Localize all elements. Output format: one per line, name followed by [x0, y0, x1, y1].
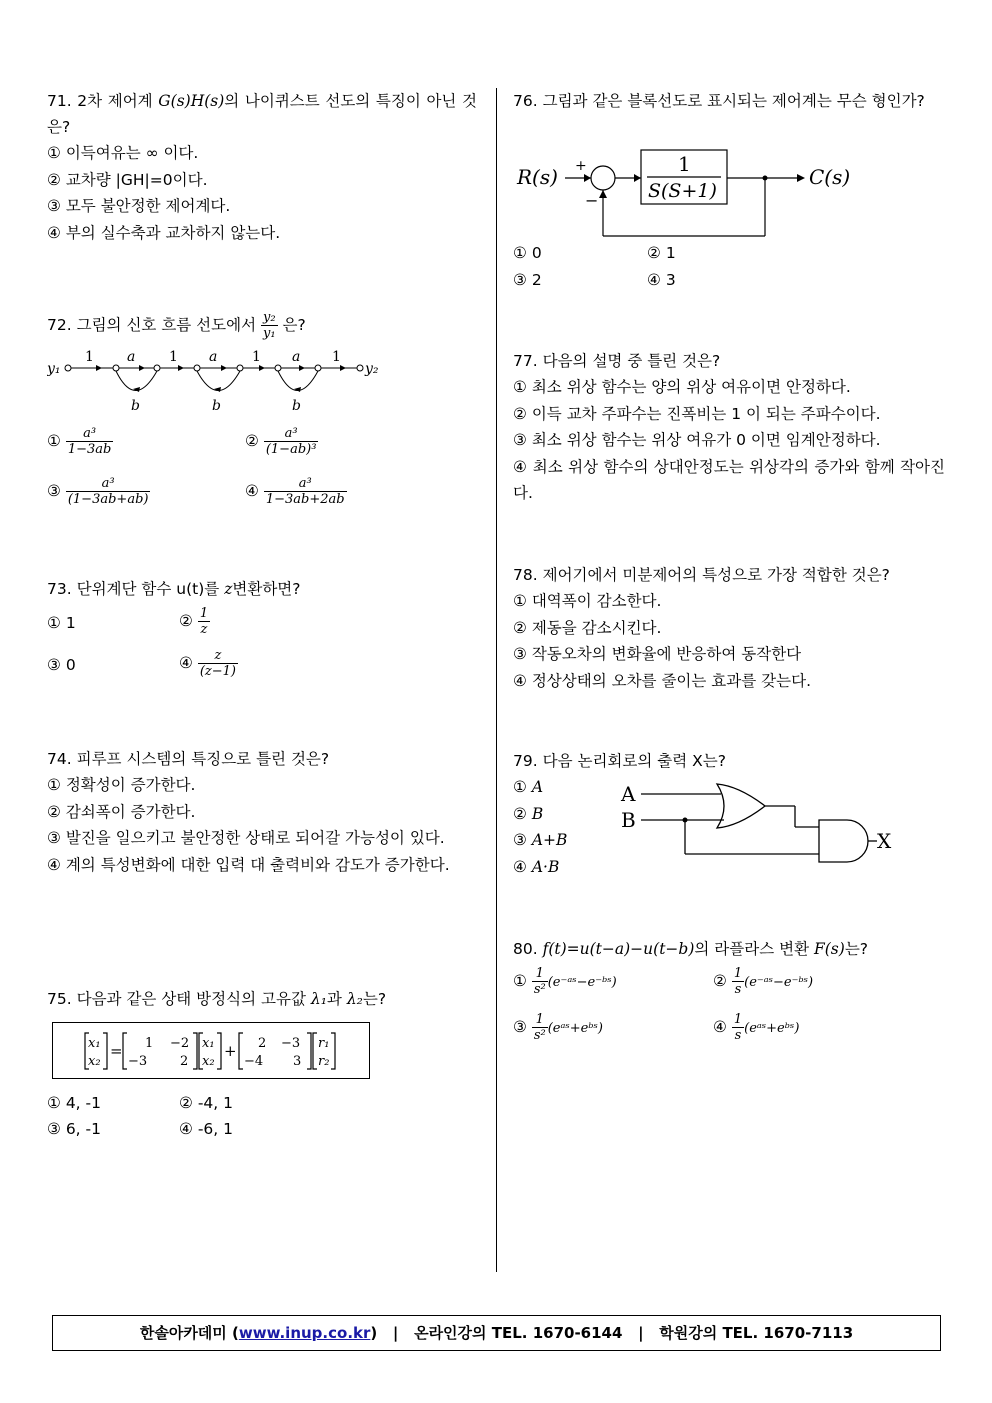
feedback-label: b [131, 398, 140, 414]
state-equation [53, 1023, 369, 1078]
question-76-text: 76. 그림과 같은 블록선도로 표시되는 제어계는 무슨 형인가? [513, 92, 925, 110]
gain-label: 1 [332, 349, 341, 365]
option-1[interactable]: ① 대역폭이 감소한다. [513, 592, 662, 610]
gain-label: 1 [169, 349, 178, 365]
input-node-label: y₁ [47, 361, 61, 377]
svg-text:3: 3 [293, 1054, 302, 1069]
gain-label: a [127, 349, 136, 365]
option-4[interactable]: ④ 최소 위상 함수의 상대안정도는 위상각의 증가와 함께 작아진다. [513, 457, 945, 502]
option-1[interactable]: ① 정확성이 증가한다. [47, 776, 196, 794]
option-1[interactable]: ① 최소 위상 함수는 양의 위상 여유이면 안정하다. [513, 378, 851, 396]
question-72-options [47, 420, 477, 510]
feedback-label: b [212, 398, 221, 414]
svg-text:+: + [224, 1042, 237, 1060]
option-3[interactable]: ③ $\frac{1}{\text{s²}}$ (eᵃˢ+eᵇˢ) [513, 1012, 603, 1043]
question-74 [47, 746, 477, 878]
question-80-options [513, 966, 945, 1046]
question-77-text: 77. 다음의 설명 중 틀린 것은? [513, 352, 721, 370]
question-77 [513, 348, 945, 507]
gain-label: a [209, 349, 218, 365]
svg-text:1: 1 [145, 1036, 154, 1051]
option-4[interactable]: ④ $\frac{\text{a³}}{1-3ab+2ab}$ [245, 476, 345, 507]
option-3[interactable]: ③ 6, -1 [47, 1120, 101, 1138]
svg-text:x₂: x₂ [202, 1054, 215, 1069]
question-76-options [513, 240, 945, 296]
output-node-label: y₂ [365, 361, 379, 377]
svg-text:x₁: x₁ [202, 1036, 215, 1051]
gain-label: a [292, 349, 301, 365]
svg-text:−3: −3 [128, 1054, 148, 1069]
gain-label: 1 [252, 349, 261, 365]
question-80-text: 80. f(t)=u(t−a)−u(t−b)의 라플라스 변환 F(s)는? [513, 940, 869, 958]
option-1[interactable]: ① A [513, 778, 544, 796]
svg-text:x₁: x₁ [88, 1036, 101, 1051]
output-x-label: X [877, 829, 892, 853]
option-4[interactable]: ④ 정상상태의 오차를 줄이는 효과를 갖는다. [513, 671, 811, 690]
column-divider [496, 88, 497, 1272]
option-2[interactable]: ② 교차량 |GH|=0이다. [47, 170, 208, 189]
option-1[interactable]: ① 1 [47, 614, 76, 632]
option-4[interactable]: ④ $\frac{z}{(z-1)}$ [179, 648, 236, 679]
option-2[interactable]: ② $\frac{\text{a³}}{\text{(1−ab)³}}$ [245, 426, 317, 457]
svg-text:x₂: x₂ [88, 1054, 101, 1069]
svg-text:−3: −3 [281, 1036, 301, 1051]
svg-text:=: = [110, 1042, 123, 1060]
question-73 [47, 576, 477, 679]
option-1[interactable]: ① 4, -1 [47, 1094, 101, 1112]
question-72-text: 72. 그림의 신호 흐름 선도에서 $\frac{\text{y₂}}{\text{y₁}}$ 은? [47, 310, 306, 341]
input-a-label: A [621, 782, 636, 806]
question-74-text: 74. 피루프 시스템의 특징으로 틀린 것은? [47, 750, 330, 768]
question-76 [513, 88, 945, 289]
option-3[interactable]: ③ 모두 불안정한 제어계다. [47, 197, 231, 215]
question-78 [513, 562, 945, 694]
block-diagram [513, 144, 873, 244]
academy-link[interactable]: www.inup.co.kr [238, 1324, 371, 1342]
footer-separator: | [392, 1324, 399, 1342]
question-72 [47, 310, 477, 507]
svg-text:2: 2 [180, 1054, 189, 1069]
option-3[interactable]: ③ 작동오차의 변화율에 반응하여 동작한다 [513, 645, 802, 663]
option-3[interactable]: ③ $\frac{\text{a³}}{(1-3ab+ab)}$ [47, 476, 149, 507]
logic-circuit [619, 782, 909, 872]
footer: 한솔아카데미 (www.inup.co.kr) | 온라인강의 TEL. 1670-6144 | 학원강의 TEL. 1670-7113 [52, 1315, 941, 1351]
transfer-numerator: 1 [678, 152, 691, 176]
svg-text:−4: −4 [244, 1054, 264, 1069]
question-79 [513, 748, 945, 880]
option-4[interactable]: ④ -6, 1 [179, 1120, 233, 1138]
question-71-text: 71. 2차 제어계 G(s)H(s)의 나이퀴스트 선도의 특징이 아닌 것은? [47, 92, 477, 136]
option-3[interactable]: ③ 2 [513, 271, 542, 289]
question-78-text: 78. 제어기에서 미분제어의 특성으로 가장 적합한 것은? [513, 566, 890, 584]
option-2[interactable]: ② 1 [647, 244, 676, 262]
input-label: R(s) [517, 165, 558, 189]
question-73-text: 73. 단위계단 함수 u(t)를 z변환하면? [47, 580, 301, 598]
offline-phone: 학원강의 TEL. 1670-7113 [659, 1324, 854, 1342]
question-71 [47, 88, 477, 246]
svg-text:−2: −2 [170, 1036, 190, 1051]
question-80 [513, 936, 945, 1043]
question-73-options [47, 608, 477, 688]
state-equation-box [52, 1022, 370, 1079]
output-label: C(s) [809, 165, 851, 189]
feedback-label: b [292, 398, 301, 414]
option-4[interactable]: ④ 부의 실수축과 교차하지 않는다. [47, 223, 281, 242]
question-75-text: 75. 다음과 같은 상태 방정식의 고유값 λ₁과 λ₂는? [47, 990, 387, 1008]
option-4[interactable]: ④ A·B [513, 857, 560, 876]
option-1[interactable]: ① $\frac{\text{a³}}{1-3ab}$ [47, 426, 112, 457]
ratio-fraction: $\frac{\text{y₂}}{\text{y₁}}$ [263, 310, 276, 341]
option-2[interactable]: ② 이득 교차 주파수는 진폭비는 1 이 되는 주파수이다. [513, 404, 881, 423]
plus-sign: + [575, 158, 587, 174]
footer-separator: | [638, 1324, 644, 1342]
svg-text:r₁: r₁ [318, 1036, 330, 1051]
option-1[interactable]: ① $\frac{1}{\text{s²}}$ (e⁻ᵃˢ−e⁻ᵇˢ) [513, 966, 617, 997]
option-2[interactable]: ② $\frac{1}{s}$ (e⁻ᵃˢ−e⁻ᵇˢ) [713, 966, 814, 997]
option-2[interactable]: ② 감쇠폭이 증가한다. [47, 802, 196, 821]
option-4[interactable]: ④ 3 [647, 271, 676, 289]
online-phone: 온라인강의 TEL. 1670-6144 [414, 1324, 623, 1342]
option-4[interactable]: ④ $\frac{1}{s}$ (eᵃˢ+eᵇˢ) [713, 1012, 800, 1043]
option-2[interactable]: ② B [513, 804, 544, 823]
gain-label: 1 [85, 349, 94, 365]
option-2[interactable]: ② -4, 1 [179, 1094, 233, 1112]
option-2[interactable]: ② $\frac{1}{z}$ [179, 606, 209, 637]
option-3[interactable]: ③ 0 [47, 656, 76, 674]
svg-text:r₂: r₂ [318, 1054, 330, 1069]
question-79-text: 79. 다음 논리회로의 출력 X는? [513, 752, 726, 770]
option-1[interactable]: ① 0 [513, 244, 542, 262]
option-2[interactable]: ② 제동을 감소시킨다. [513, 618, 662, 637]
minus-sign: − [585, 191, 599, 210]
option-3[interactable]: ③ A+B [513, 831, 568, 849]
option-3[interactable]: ③ 발진을 일으키고 불안정한 상태로 되어갈 가능성이 있다. [47, 829, 445, 847]
option-3[interactable]: ③ 최소 위상 함수는 위상 여유가 0 이면 임계안정하다. [513, 431, 881, 449]
input-b-label: B [621, 808, 636, 832]
svg-text:2: 2 [258, 1036, 267, 1051]
option-4[interactable]: ④ 계의 특성변화에 대한 입력 대 출력비와 감도가 증가한다. [47, 855, 450, 874]
option-1[interactable]: ① 이득여유는 ∞ 이다. [47, 144, 199, 162]
transfer-denominator: S(S+1) [648, 180, 717, 202]
question-75-options [47, 1090, 477, 1146]
signal-flow-graph [47, 346, 387, 414]
